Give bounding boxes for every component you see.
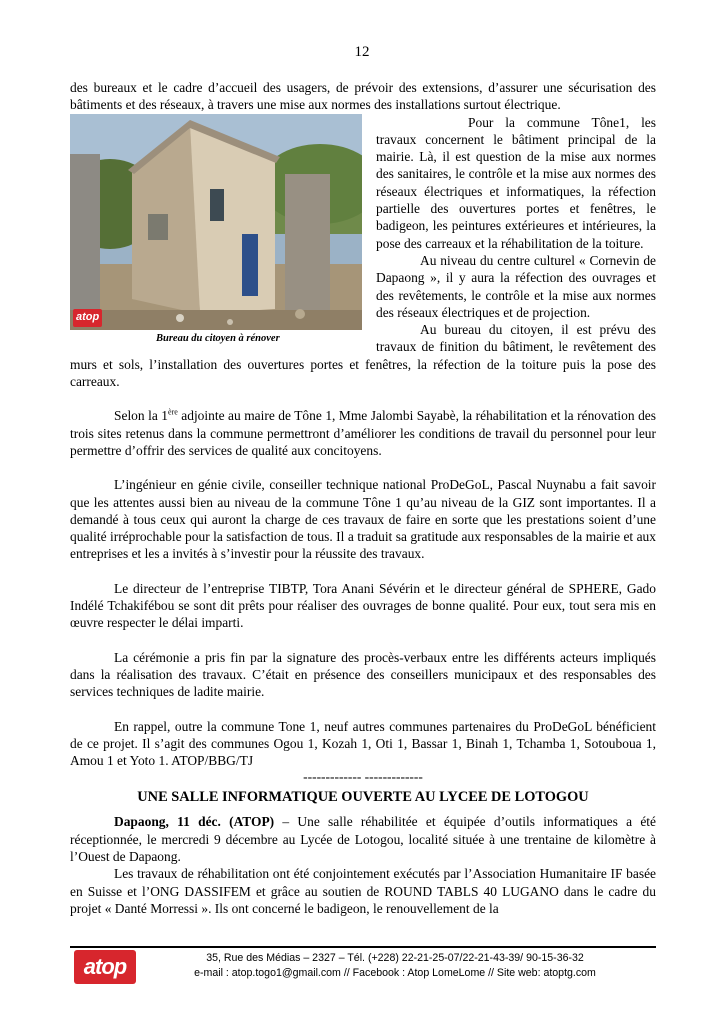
page-number: 12 <box>354 44 370 60</box>
footer-divider <box>70 946 656 948</box>
article-headline: UNE SALLE INFORMATIQUE OUVERTE AU LYCEE DE LOTOGOU <box>137 789 589 806</box>
separator: ------------- ------------- <box>303 769 423 785</box>
paragraph-centre-culturel: Au niveau du centre culturel « Cornevin de Dapaong », il y aura la réfection des ouvrages et des revêtements, le contrôle et la mise aux normes des réseaux électriques et de projection. <box>376 252 656 320</box>
paragraph-travaux: Les travaux de réhabilitation ont été conjointement exécutés par l’Association Humanitaire IF basée en Suisse et l’ONG DASSIFEM et grâce au soutien de ROUND TABLS 40 LUGANO dans le cadre du projet « Danté Morressi ». Ils ont concerné le badigeon, le renouvellement de la <box>70 866 656 916</box>
building-photo <box>70 114 362 330</box>
paragraph-directeurs: Le directeur de l’entreprise TIBTP, Tora Anani Sévérin et le directeur général de SPHERE, Gado Indélé Tchakifébou se sont dit prêts pour réaliser des ouvrages de bonne qualité. Pour eux, tout sera mis en œuvre respecter le délai imparti. <box>70 580 656 631</box>
building-photo-illustration <box>70 114 362 330</box>
atop-watermark: atop <box>73 309 102 326</box>
paragraph-rappel: En rappel, outre la commune Tone 1, neuf autres communes partenaires du ProDeGoL bénéficient de ce projet. Il s’agit des communes Ogou 1, Kozah 1, Oti 1, Bassar 1, Binah 1, Tchamba 1, Sotouboua 1, Amou 1 et Yoto 1. ATOP/BBG/TJ <box>70 718 656 769</box>
paragraph-bureau-citoyen: Au bureau du citoyen, il est prévu des travaux de finition du bâtiment, le revêtement des murs et sols, l’installation des ouvertures portes et fenêtres, la réfection de la toiture puis la pose des carreaux. <box>70 322 656 390</box>
photo-figure <box>70 114 362 346</box>
paragraph-intro: des bureaux et le cadre d’accueil des usagers, de prévoir des extensions, d’assurer une sécurisation des bâtiments et des réseaux, à travers une mise aux normes des installations surtout électrique. <box>70 80 656 113</box>
footer-email: e-mail : atop.togo1@gmail.com // Facebook : Atop LomeLome // Site web: atoptg.com <box>194 967 596 979</box>
atop-logo: atop <box>74 950 136 984</box>
paragraph-ceremonie: La cérémonie a pris fin par la signature des procès-verbaux entre les différents acteurs impliqués dans la réalisation des travaux. C’était en présence des conseillers municipaux et des responsables des services techniques de ladite mairie. <box>70 649 656 700</box>
paragraph-ingenieur: L’ingénieur en génie civile, conseiller technique national ProDeGoL, Pascal Nuynabu a fait savoir que les attentes aussi bien au niveau de la commune Tône 1 qu’au niveau de la GIZ sont importantes. Il a demandé à tous ceux qui auront la charge de ces travaux de faire en sorte que les prestations soient d’une qualité irréprochable pour la satisfaction de tous. Il a traduit sa gratitude aux responsables de la mairie et aux entreprises et les a invités à s’investir pour la réussite des travaux. <box>70 477 656 562</box>
footer-contact <box>150 951 640 981</box>
paragraph-dapaong: Dapaong, 11 déc. (ATOP) – Une salle réhabilitée et équipée d’outils informatiques a été réceptionnée, le mercredi 9 décembre au Lycée de Lotogou, localité située à une trentaine de kilomètre à l’Ouest de Dapaong. <box>70 814 656 864</box>
paragraph-tone1: Pour la commune Tône1, les travaux concernent le bâtiment principal de la mairie. Là, il est question de la mise aux normes des sanitaires, le contrôle et la mise aux normes des réseaux électriques et informatiques, la réfection partielle des ouvertures portes et fenêtres, le badigeon, les peintures extérieures et intérieures, la pose des carreaux et la réhabilitation de la toiture. <box>376 114 656 251</box>
article-body <box>70 79 656 917</box>
paragraph-adjointe: Selon la 1ère adjointe au maire de Tône 1, Mme Jalombi Sayabè, la réhabilitation et la rénovation des trois sites retenus dans la commune permettront d’améliorer les conditions de travail du personnel pour leur permettre d’offrir des services de qualité aux concitoyens. <box>70 407 657 458</box>
photo-caption: Bureau du citoyen à rénover <box>156 332 280 344</box>
footer-address: 35, Rue des Médias – 2327 – Tél. (+228) 22-21-25-07/22-21-43-39/ 90-15-36-32 <box>206 952 584 964</box>
